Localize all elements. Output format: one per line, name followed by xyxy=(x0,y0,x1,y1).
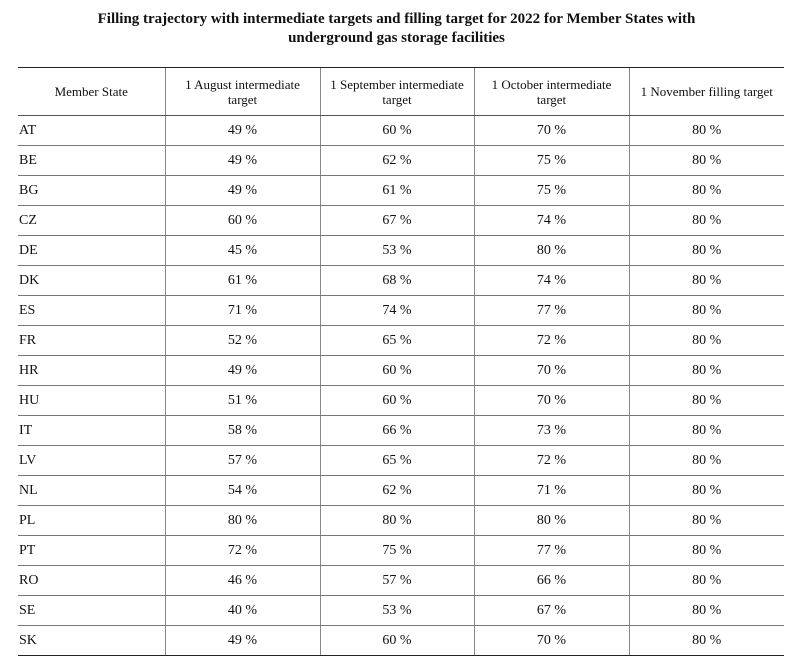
table-title-line-2: underground gas storage facilities xyxy=(288,30,505,46)
september-target-cell: 60 % xyxy=(320,386,474,416)
september-target-cell: 75 % xyxy=(320,536,474,566)
august-target-cell: 80 % xyxy=(165,506,320,536)
august-target-cell: 45 % xyxy=(165,236,320,266)
table-row xyxy=(18,116,784,146)
august-target-cell: 54 % xyxy=(165,476,320,506)
header-november: 1 November filling target xyxy=(629,68,784,116)
table-row xyxy=(18,476,784,506)
august-target-cell: 51 % xyxy=(165,386,320,416)
table-row xyxy=(18,596,784,626)
member-state-cell: IT xyxy=(18,416,165,446)
member-state-cell: SE xyxy=(18,596,165,626)
september-target-cell: 74 % xyxy=(320,296,474,326)
member-state-cell: NL xyxy=(18,476,165,506)
november-target-cell: 80 % xyxy=(629,356,784,386)
october-target-cell: 70 % xyxy=(474,386,629,416)
november-target-cell: 80 % xyxy=(629,596,784,626)
august-target-cell: 49 % xyxy=(165,356,320,386)
member-state-cell: FR xyxy=(18,326,165,356)
november-target-cell: 80 % xyxy=(629,116,784,146)
august-target-cell: 71 % xyxy=(165,296,320,326)
filling-targets-table xyxy=(18,67,784,656)
table-row xyxy=(18,326,784,356)
table-row xyxy=(18,296,784,326)
november-target-cell: 80 % xyxy=(629,626,784,656)
september-target-cell: 65 % xyxy=(320,326,474,356)
november-target-cell: 80 % xyxy=(629,386,784,416)
september-target-cell: 66 % xyxy=(320,416,474,446)
header-member-state: Member State xyxy=(18,68,165,116)
august-target-cell: 61 % xyxy=(165,266,320,296)
october-target-cell: 74 % xyxy=(474,206,629,236)
november-target-cell: 80 % xyxy=(629,566,784,596)
november-target-cell: 80 % xyxy=(629,206,784,236)
september-target-cell: 68 % xyxy=(320,266,474,296)
october-target-cell: 74 % xyxy=(474,266,629,296)
october-target-cell: 70 % xyxy=(474,356,629,386)
table-row xyxy=(18,266,784,296)
table-row xyxy=(18,236,784,266)
member-state-cell: DE xyxy=(18,236,165,266)
november-target-cell: 80 % xyxy=(629,536,784,566)
september-target-cell: 53 % xyxy=(320,236,474,266)
october-target-cell: 80 % xyxy=(474,236,629,266)
table-row xyxy=(18,356,784,386)
member-state-cell: AT xyxy=(18,116,165,146)
august-target-cell: 49 % xyxy=(165,626,320,656)
table-title xyxy=(0,10,793,48)
october-target-cell: 67 % xyxy=(474,596,629,626)
october-target-cell: 80 % xyxy=(474,506,629,536)
august-target-cell: 46 % xyxy=(165,566,320,596)
october-target-cell: 75 % xyxy=(474,176,629,206)
october-target-cell: 77 % xyxy=(474,296,629,326)
september-target-cell: 60 % xyxy=(320,356,474,386)
august-target-cell: 60 % xyxy=(165,206,320,236)
september-target-cell: 67 % xyxy=(320,206,474,236)
september-target-cell: 80 % xyxy=(320,506,474,536)
august-target-cell: 72 % xyxy=(165,536,320,566)
september-target-cell: 65 % xyxy=(320,446,474,476)
october-target-cell: 75 % xyxy=(474,146,629,176)
september-target-cell: 53 % xyxy=(320,596,474,626)
table-title-line-1: Filling trajectory with intermediate targets and filling target for 2022 for Member States with xyxy=(97,11,696,27)
september-target-cell: 62 % xyxy=(320,476,474,506)
header-september: 1 September intermediate target xyxy=(320,68,474,116)
table-row xyxy=(18,536,784,566)
member-state-cell: LV xyxy=(18,446,165,476)
table-row xyxy=(18,416,784,446)
member-state-cell: CZ xyxy=(18,206,165,236)
table-row xyxy=(18,626,784,656)
table-row xyxy=(18,386,784,416)
member-state-cell: PT xyxy=(18,536,165,566)
september-target-cell: 61 % xyxy=(320,176,474,206)
header-october: 1 October intermediate target xyxy=(474,68,629,116)
august-target-cell: 52 % xyxy=(165,326,320,356)
august-target-cell: 40 % xyxy=(165,596,320,626)
header-august: 1 August intermediate target xyxy=(165,68,320,116)
table-row xyxy=(18,506,784,536)
october-target-cell: 72 % xyxy=(474,326,629,356)
august-target-cell: 57 % xyxy=(165,446,320,476)
november-target-cell: 80 % xyxy=(629,446,784,476)
august-target-cell: 49 % xyxy=(165,116,320,146)
member-state-cell: SK xyxy=(18,626,165,656)
table-row xyxy=(18,146,784,176)
table-row xyxy=(18,176,784,206)
october-target-cell: 70 % xyxy=(474,626,629,656)
november-target-cell: 80 % xyxy=(629,416,784,446)
november-target-cell: 80 % xyxy=(629,176,784,206)
november-target-cell: 80 % xyxy=(629,476,784,506)
september-target-cell: 60 % xyxy=(320,116,474,146)
september-target-cell: 62 % xyxy=(320,146,474,176)
member-state-cell: BG xyxy=(18,176,165,206)
september-target-cell: 60 % xyxy=(320,626,474,656)
table-header-row xyxy=(18,68,784,116)
member-state-cell: DK xyxy=(18,266,165,296)
november-target-cell: 80 % xyxy=(629,146,784,176)
october-target-cell: 66 % xyxy=(474,566,629,596)
august-target-cell: 58 % xyxy=(165,416,320,446)
november-target-cell: 80 % xyxy=(629,506,784,536)
member-state-cell: PL xyxy=(18,506,165,536)
august-target-cell: 49 % xyxy=(165,146,320,176)
member-state-cell: HR xyxy=(18,356,165,386)
table-row xyxy=(18,566,784,596)
october-target-cell: 73 % xyxy=(474,416,629,446)
october-target-cell: 70 % xyxy=(474,116,629,146)
october-target-cell: 71 % xyxy=(474,476,629,506)
november-target-cell: 80 % xyxy=(629,326,784,356)
member-state-cell: RO xyxy=(18,566,165,596)
table-row xyxy=(18,206,784,236)
table-body xyxy=(18,116,784,656)
october-target-cell: 72 % xyxy=(474,446,629,476)
november-target-cell: 80 % xyxy=(629,296,784,326)
october-target-cell: 77 % xyxy=(474,536,629,566)
member-state-cell: ES xyxy=(18,296,165,326)
table-row xyxy=(18,446,784,476)
member-state-cell: BE xyxy=(18,146,165,176)
member-state-cell: HU xyxy=(18,386,165,416)
september-target-cell: 57 % xyxy=(320,566,474,596)
november-target-cell: 80 % xyxy=(629,266,784,296)
november-target-cell: 80 % xyxy=(629,236,784,266)
august-target-cell: 49 % xyxy=(165,176,320,206)
